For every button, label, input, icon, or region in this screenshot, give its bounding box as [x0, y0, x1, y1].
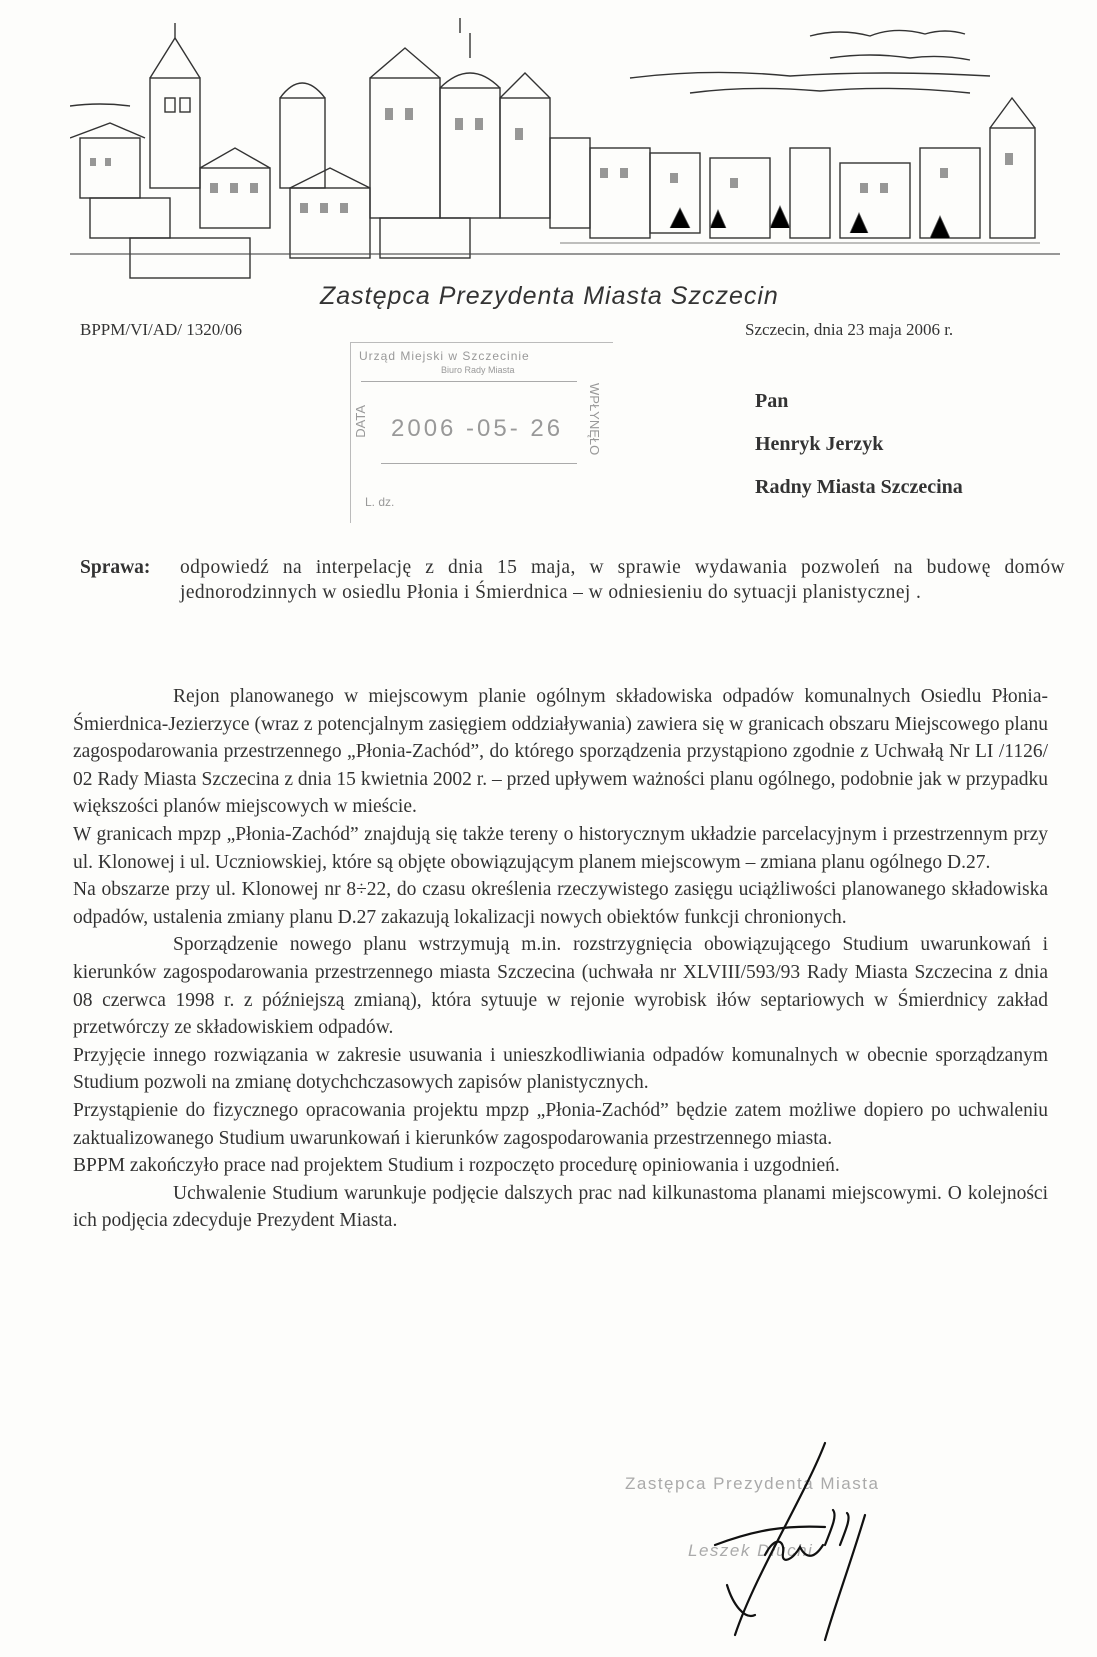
stamp-left-label: DATA: [353, 405, 368, 438]
office-title: Zastępca Prezydenta Miasta Szczecin: [320, 282, 779, 310]
handwritten-signature: [675, 1435, 925, 1645]
addressee-block: [755, 380, 963, 509]
body-paragraph: Sporządzenie nowego planu wstrzymują m.in. rozstrzygnięcia obowiązującego Studium uwarunkowań i kierunków zagospodarowania przestrzennego miasta Szczecina (uchwała nr XLVIII/593/93 Rady Miasta Szczecina z dnia 08 czerwca 1998 r. z późniejszą zmianą), która sytuuje w rejonie wyrobisk iłów septariowych w Śmierdnicy zakład przetwórczy ze składowiskiem odpadów.: [73, 934, 1048, 1039]
subject-label: Sprawa:: [80, 557, 151, 578]
body-paragraph: Rejon planowanego w miejscowym planie ogólnym składowiska odpadów komunalnych Osiedlu Płonia-Śmierdnica-Jezierzyce (wraz z potencjalnym zasięgiem oddziaływania) zawiera się w granicach obszaru Miejscowego planu zagospodarowania przestrzennego „Płonia-Zachód”, do którego sporządzenia przystąpiono zgodnie z Uchwałą Nr LI /1126/ 02 Rady Miasta Szczecina z dnia 15 kwietnia 2002 r. – przed upływem ważności planu ogólnego, podobnie jak w przypadku większości planów miejscowych w mieście.: [73, 686, 1048, 818]
stamp-subheader: Biuro Rady Miasta: [441, 365, 515, 375]
letter-body: [73, 683, 1048, 1235]
place-date: Szczecin, dnia 23 maja 2006 r.: [745, 320, 954, 339]
received-stamp: [350, 342, 613, 523]
body-paragraph: Przyjęcie innego rozwiązania w zakresie usuwania i unieszkodliwiania odpadów komunalnych w obecnie sporządzanym Studium pozwoli na zmianę dotychchczasowych zapisów planistycznych.: [73, 1044, 1048, 1094]
signature-name-stamp: Leszek Dłuchi: [688, 1541, 814, 1560]
addressee-salutation: Pan: [755, 390, 789, 412]
body-paragraph: W granicach mpzp „Płonia-Zachód” znajdują się także tereny o historycznym układzie parcelacyjnym i przestrzennym przy ul. Klonowej i ul. Uczniowskiej, które są objęte obowiązującym planem miejscowym – zmiana planu ogólnego D.27.: [73, 823, 1048, 873]
subject-text: odpowiedź na interpelację z dnia 15 maja, w sprawie wydawania pozwoleń na budowę domów jednorodzinnych w osiedlu Płonia i Śmierdnica – w odniesieniu do sytuacji planistycznej .: [180, 557, 1065, 603]
body-paragraph: Przystąpienie do fizycznego opracowania projektu mpzp „Płonia-Zachód” będzie zatem możliwe dopiero po uchwaleniu zaktualizowanego Studium uwarunkowań i kierunków zagospodarowania przestrzennego miasta.: [73, 1099, 1048, 1149]
stamp-right-label: WPŁYNĘŁO: [587, 383, 602, 456]
body-paragraph: Na obszarze przy ul. Klonowej nr 8÷22, do czasu określenia rzeczywistego zasięgu uciążliwości planowanego składowiska odpadów, ustalenia zmiany planu D.27 zakazują lokalizacji nowych obiektów funkcji chronionych.: [73, 879, 1048, 928]
reference-number: BPPM/VI/AD/ 1320/06: [80, 320, 242, 339]
body-paragraph: Uchwalenie Studium warunkuje podjęcie dalszych prac nad kilkunastoma planami miejscowymi. O kolejności ich podjęcia zdecyduje Prezydent Miasta.: [73, 1182, 1048, 1232]
stamp-header: Urząd Miejski w Szczecinie: [359, 349, 530, 363]
stamp-date: 2006 -05- 26: [391, 415, 564, 442]
subject-block: [80, 555, 1065, 605]
signature-title-stamp: Zastępca Prezydenta Miasta: [625, 1474, 880, 1493]
body-paragraph: BPPM zakończyło prace nad projektem Studium i rozpoczęto procedurę opiniowania i uzgodnień.: [73, 1155, 840, 1177]
addressee-position: Radny Miasta Szczecina: [755, 476, 963, 498]
city-skyline-illustration: [70, 18, 1060, 283]
addressee-name: Henryk Jerzyk: [755, 433, 884, 455]
stamp-footer: L. dz.: [365, 495, 395, 509]
